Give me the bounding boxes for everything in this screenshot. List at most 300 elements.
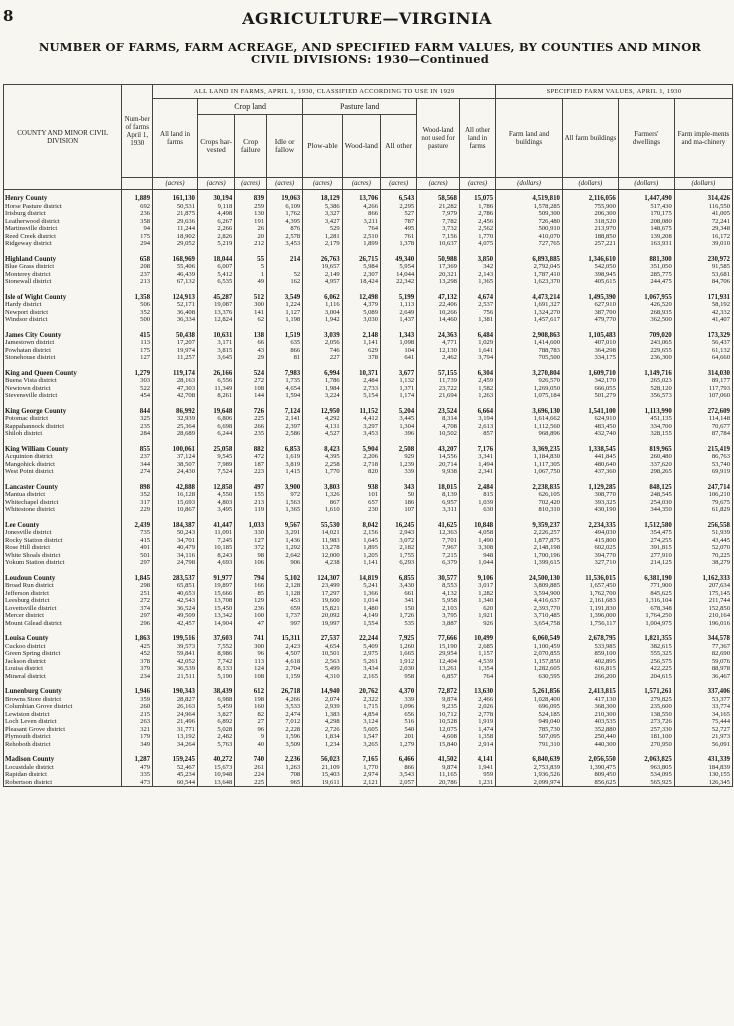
table-cell: 56,023 bbox=[303, 756, 342, 764]
table-cell: 272 bbox=[122, 597, 153, 605]
spacer-cell bbox=[267, 438, 303, 446]
table-cell: 415 bbox=[122, 332, 153, 340]
spacer-cell bbox=[381, 438, 417, 446]
table-cell: 26,715 bbox=[342, 256, 380, 264]
spacer-cell bbox=[267, 286, 303, 294]
table-cell: 61,829 bbox=[674, 506, 732, 514]
table-cell: 119 bbox=[235, 506, 267, 514]
table-cell: 50,438 bbox=[153, 332, 198, 340]
table-cell: 382,615 bbox=[618, 643, 674, 651]
table-cell: 214 bbox=[267, 256, 303, 264]
spacer-cell bbox=[342, 680, 380, 688]
table-cell: 351,050 bbox=[618, 263, 674, 271]
spacer-cell bbox=[618, 567, 674, 575]
table-cell: 21,282 bbox=[417, 203, 460, 211]
unit-acres: (acres) bbox=[381, 178, 417, 190]
table-cell: 69,919 bbox=[674, 468, 732, 476]
table-cell: 866 bbox=[381, 764, 417, 772]
district-row bbox=[4, 711, 733, 719]
table-cell: 6,484 bbox=[459, 332, 495, 340]
spacer-cell bbox=[459, 324, 495, 332]
district-name: Mangohick district bbox=[4, 461, 122, 469]
table-cell: 67,132 bbox=[153, 278, 198, 286]
spacer-cell bbox=[417, 286, 460, 294]
table-cell: 898 bbox=[122, 484, 153, 492]
table-cell: 13,261 bbox=[417, 665, 460, 673]
table-cell: 49,340 bbox=[381, 256, 417, 264]
table-cell: 225 bbox=[235, 779, 267, 787]
table-cell: 4,854 bbox=[342, 711, 380, 719]
table-cell: 28,827 bbox=[153, 696, 198, 704]
table-cell: 56,437 bbox=[674, 339, 732, 347]
table-cell: 256,558 bbox=[674, 522, 732, 530]
unit-dollars: (dollars) bbox=[496, 178, 563, 190]
table-cell: 1,786 bbox=[303, 377, 342, 385]
table-cell: 402,895 bbox=[562, 658, 618, 666]
spacer-row bbox=[4, 438, 733, 446]
spacer-row bbox=[4, 248, 733, 256]
table-cell: 2,295 bbox=[381, 203, 417, 211]
table-cell: 2,726 bbox=[303, 726, 342, 734]
table-cell: 13,192 bbox=[153, 733, 198, 741]
spacer-cell bbox=[417, 324, 460, 332]
table-cell: 47,132 bbox=[417, 294, 460, 302]
table-cell: 1,657,450 bbox=[562, 582, 618, 590]
spacer-cell bbox=[267, 324, 303, 332]
table-cell: 2,234,335 bbox=[562, 522, 618, 530]
table-cell: 3,819 bbox=[267, 461, 303, 469]
table-cell: 124,307 bbox=[303, 575, 342, 583]
district-name: Stonehouse district bbox=[4, 354, 122, 362]
spacer-cell bbox=[198, 324, 235, 332]
district-name: Windsor district bbox=[4, 316, 122, 324]
table-cell: 705,500 bbox=[496, 354, 563, 362]
district-name: Leesburg district bbox=[4, 597, 122, 605]
table-cell: 726,480 bbox=[496, 218, 563, 226]
table-cell: 7,124 bbox=[267, 408, 303, 416]
spacer-cell bbox=[459, 680, 495, 688]
spacer-row bbox=[4, 476, 733, 484]
table-cell: 2,474 bbox=[267, 711, 303, 719]
table-cell: 58,568 bbox=[417, 190, 460, 203]
table-cell: 19,611 bbox=[303, 779, 342, 787]
table-cell: 3,171 bbox=[198, 339, 235, 347]
table-cell: 1,770 bbox=[459, 233, 495, 241]
table-cell: 298 bbox=[122, 582, 153, 590]
table-cell: 15,821 bbox=[303, 605, 342, 613]
table-cell: 3,445 bbox=[381, 415, 417, 423]
spacer-cell bbox=[267, 748, 303, 756]
spacer-cell bbox=[417, 514, 460, 522]
table-cell: 1,700,196 bbox=[496, 552, 563, 560]
spacer-cell bbox=[496, 627, 563, 635]
table-cell: 53,740 bbox=[674, 461, 732, 469]
table-cell: 162 bbox=[267, 278, 303, 286]
table-cell: 38,507 bbox=[153, 461, 198, 469]
table-cell: 12,363 bbox=[417, 529, 460, 537]
county-row bbox=[4, 575, 733, 583]
unit-acres: (acres) bbox=[235, 178, 267, 190]
table-cell: 4,416,637 bbox=[496, 597, 563, 605]
table-cell: 6,466 bbox=[381, 756, 417, 764]
spacer-cell bbox=[4, 476, 122, 484]
table-cell: 5,763 bbox=[198, 741, 235, 749]
table-cell: 229 bbox=[122, 506, 153, 514]
table-cell: 432,740 bbox=[562, 430, 618, 438]
table-cell: 6,840,639 bbox=[496, 756, 563, 764]
table-cell: 756 bbox=[459, 309, 495, 317]
table-cell: 2,179 bbox=[303, 240, 342, 248]
table-cell: 15,075 bbox=[459, 190, 495, 203]
table-cell: 3,270,804 bbox=[496, 370, 563, 378]
spacer-cell bbox=[459, 248, 495, 256]
table-cell: 6,543 bbox=[381, 190, 417, 203]
table-cell: 6,109 bbox=[267, 203, 303, 211]
table-cell: 47,303 bbox=[153, 385, 198, 393]
table-cell: 422,225 bbox=[618, 665, 674, 673]
table-cell: 6,893,885 bbox=[496, 256, 563, 264]
table-cell: 186 bbox=[381, 499, 417, 507]
table-cell: 170,175 bbox=[618, 210, 674, 218]
spacer-cell bbox=[153, 400, 198, 408]
spacer-cell bbox=[417, 362, 460, 370]
table-cell: 1,623,370 bbox=[496, 278, 563, 286]
table-cell: 659 bbox=[267, 605, 303, 613]
table-cell: 398,945 bbox=[562, 271, 618, 279]
table-cell: 10,631 bbox=[198, 332, 235, 340]
table-cell: 297 bbox=[122, 559, 153, 567]
table-cell: 208,080 bbox=[618, 218, 674, 226]
header-group-pasture: Pasture land bbox=[303, 99, 417, 115]
table-cell: 3,124 bbox=[342, 718, 380, 726]
table-cell: 8,553 bbox=[417, 582, 460, 590]
table-cell: 124,913 bbox=[153, 294, 198, 302]
table-cell: 358 bbox=[122, 218, 153, 226]
table-cell: 362,500 bbox=[618, 316, 674, 324]
table-cell: 126,345 bbox=[674, 779, 732, 787]
spacer-cell bbox=[4, 324, 122, 332]
table-cell: 5,984 bbox=[342, 263, 380, 271]
table-cell: 2,537 bbox=[459, 301, 495, 309]
spacer-cell bbox=[562, 286, 618, 294]
table-cell: 1,239 bbox=[381, 461, 417, 469]
table-cell: 5,199 bbox=[381, 294, 417, 302]
table-cell: 2,070,855 bbox=[496, 650, 563, 658]
table-cell: 244,475 bbox=[618, 278, 674, 286]
table-cell: 761 bbox=[381, 233, 417, 241]
spacer-cell bbox=[459, 748, 495, 756]
table-cell: 14,460 bbox=[417, 316, 460, 324]
spacer-cell bbox=[381, 476, 417, 484]
table-cell: 6,007 bbox=[198, 263, 235, 271]
spacer-cell bbox=[618, 286, 674, 294]
district-name: Mantua district bbox=[4, 491, 122, 499]
table-cell: 344,578 bbox=[674, 635, 732, 643]
table-cell: 1,205 bbox=[342, 552, 380, 560]
district-name: Monterey district bbox=[4, 271, 122, 279]
table-cell: 343 bbox=[381, 484, 417, 492]
spacer-cell bbox=[303, 514, 342, 522]
district-row bbox=[4, 271, 733, 279]
table-cell: 938 bbox=[342, 484, 380, 492]
table-cell: 4,527 bbox=[303, 430, 342, 438]
table-cell: 18,902 bbox=[153, 233, 198, 241]
table-cell: 79,675 bbox=[674, 499, 732, 507]
table-cell: 270,950 bbox=[618, 741, 674, 749]
table-cell: 77,367 bbox=[674, 643, 732, 651]
table-cell: 848,125 bbox=[618, 484, 674, 492]
table-cell: 5,261,856 bbox=[496, 688, 563, 696]
spacer-cell bbox=[674, 400, 732, 408]
table-cell: 8,423 bbox=[303, 446, 342, 454]
farm-statistics-table bbox=[3, 84, 733, 787]
table-cell: 627,910 bbox=[562, 301, 618, 309]
table-cell: 198 bbox=[235, 696, 267, 704]
table-cell: 857 bbox=[459, 430, 495, 438]
table-cell: 4,473,214 bbox=[496, 294, 563, 302]
spacer-cell bbox=[267, 400, 303, 408]
district-name: Lovettsville district bbox=[4, 605, 122, 613]
table-cell: 130,155 bbox=[674, 771, 732, 779]
district-name: Rose Hill district bbox=[4, 544, 122, 552]
table-cell: 1,383 bbox=[303, 711, 342, 719]
county-row bbox=[4, 294, 733, 302]
district-name: Robertson district bbox=[4, 779, 122, 787]
table-cell: 735 bbox=[122, 529, 153, 537]
spacer-cell bbox=[153, 514, 198, 522]
table-cell: 50,531 bbox=[153, 203, 198, 211]
table-cell: 8,139 bbox=[417, 491, 460, 499]
spacer-cell bbox=[618, 748, 674, 756]
header-all-land: All land in farms bbox=[153, 99, 198, 178]
table-cell: 215,419 bbox=[674, 446, 732, 454]
table-cell: 844 bbox=[122, 408, 153, 416]
table-cell: 342,170 bbox=[562, 377, 618, 385]
district-name: Jackson district bbox=[4, 658, 122, 666]
table-cell: 11,152 bbox=[342, 408, 380, 416]
table-cell: 96 bbox=[235, 726, 267, 734]
county-row bbox=[4, 190, 733, 203]
district-name: Irisburg district bbox=[4, 210, 122, 218]
spacer-cell bbox=[303, 476, 342, 484]
district-name: Jonesville district bbox=[4, 529, 122, 537]
district-row bbox=[4, 430, 733, 438]
table-cell: 540 bbox=[381, 726, 417, 734]
table-cell: 7,742 bbox=[198, 658, 235, 666]
table-cell: 38,439 bbox=[198, 688, 235, 696]
spacer-cell bbox=[417, 476, 460, 484]
table-cell: 1,912 bbox=[381, 658, 417, 666]
district-name: Rappahannock district bbox=[4, 423, 122, 431]
table-cell: 2,508 bbox=[381, 446, 417, 454]
table-cell: 1,260 bbox=[381, 643, 417, 651]
table-cell: 3,732 bbox=[417, 225, 460, 233]
table-cell: 108 bbox=[235, 385, 267, 393]
table-cell: 3,297 bbox=[342, 423, 380, 431]
table-cell: 235 bbox=[235, 430, 267, 438]
table-cell: 3,327 bbox=[303, 210, 342, 218]
table-cell: 19,897 bbox=[198, 582, 235, 590]
table-cell: 30,194 bbox=[198, 190, 235, 203]
subtitle-line-1: NUMBER OF FARMS, FARM ACREAGE, AND SPECIFIED FARM VALUES, BY COUNTIES AND MINOR bbox=[38, 40, 702, 54]
table-cell: 417,130 bbox=[562, 696, 618, 704]
table-cell: 184,839 bbox=[674, 764, 732, 772]
table-cell: 2,128 bbox=[267, 582, 303, 590]
table-cell: 25,058 bbox=[198, 446, 235, 454]
header-group-all-land: ALL LAND IN FARMS, APRIL 1, 1930, CLASSIFIED ACCORDING TO USE IN 1929 bbox=[153, 85, 496, 99]
table-cell: 2,704 bbox=[267, 665, 303, 673]
table-cell: 24,363 bbox=[417, 332, 460, 340]
table-cell: 533,985 bbox=[562, 643, 618, 651]
table-cell: 1,786 bbox=[459, 203, 495, 211]
table-cell: 314,030 bbox=[674, 370, 732, 378]
table-cell: 330 bbox=[235, 529, 267, 537]
header-land-buildings: Farm land and buildings bbox=[496, 99, 563, 178]
table-cell: 7,176 bbox=[459, 446, 495, 454]
table-cell: 15,693 bbox=[153, 499, 198, 507]
table-cell: 1,162,333 bbox=[674, 575, 732, 583]
table-cell: 130 bbox=[235, 210, 267, 218]
table-cell: 2,753,839 bbox=[496, 764, 563, 772]
table-cell: 298,265 bbox=[618, 468, 674, 476]
spacer-cell bbox=[122, 286, 153, 294]
table-cell: 265,023 bbox=[618, 377, 674, 385]
table-cell: 4,654 bbox=[267, 385, 303, 393]
table-cell: 26,763 bbox=[303, 256, 342, 264]
table-cell: 2,121 bbox=[342, 779, 380, 787]
spacer-cell bbox=[417, 400, 460, 408]
table-cell: 815 bbox=[459, 491, 495, 499]
table-cell: 2,613 bbox=[459, 423, 495, 431]
district-row bbox=[4, 506, 733, 514]
table-cell: 1,596 bbox=[267, 733, 303, 741]
table-cell: 2,341 bbox=[459, 468, 495, 476]
table-cell: 5,028 bbox=[198, 726, 235, 734]
district-name: Potomac district bbox=[4, 415, 122, 423]
table-cell: 480,640 bbox=[562, 461, 618, 469]
table-cell: 1,004,975 bbox=[618, 620, 674, 628]
spacer-row bbox=[4, 627, 733, 635]
table-cell: 5,190 bbox=[198, 673, 235, 681]
district-row bbox=[4, 354, 733, 362]
district-row bbox=[4, 771, 733, 779]
table-cell: 2,074 bbox=[303, 696, 342, 704]
spacer-cell bbox=[267, 514, 303, 522]
table-cell: 764 bbox=[342, 225, 380, 233]
table-cell: 22,342 bbox=[381, 278, 417, 286]
table-cell: 16,128 bbox=[153, 491, 198, 499]
table-cell: 3,710,485 bbox=[496, 612, 563, 620]
table-cell: 20,786 bbox=[417, 779, 460, 787]
table-cell: 1,234 bbox=[303, 741, 342, 749]
table-cell: 24,430 bbox=[153, 468, 198, 476]
district-row bbox=[4, 559, 733, 567]
table-cell: 8,261 bbox=[198, 392, 235, 400]
header-woodland-not-pasture: Wood-land not used for pasture bbox=[417, 99, 460, 178]
district-row bbox=[4, 612, 733, 620]
table-cell: 5,241 bbox=[342, 582, 380, 590]
table-cell: 6,556 bbox=[198, 377, 235, 385]
table-cell: 500 bbox=[122, 316, 153, 324]
table-cell: 42,457 bbox=[153, 620, 198, 628]
table-cell: 6,806 bbox=[198, 415, 235, 423]
table-cell: 740 bbox=[235, 756, 267, 764]
table-cell: 70,225 bbox=[674, 552, 732, 560]
table-cell: 12,130 bbox=[417, 347, 460, 355]
spacer-cell bbox=[153, 476, 198, 484]
spacer-cell bbox=[303, 286, 342, 294]
table-cell: 274,255 bbox=[618, 537, 674, 545]
table-cell: 612 bbox=[235, 688, 267, 696]
table-cell: 300 bbox=[235, 301, 267, 309]
spacer-cell bbox=[459, 362, 495, 370]
table-cell: 23,524 bbox=[417, 408, 460, 416]
district-name: Rapidan district bbox=[4, 771, 122, 779]
table-cell: 13,298 bbox=[417, 278, 460, 286]
table-cell: 1,415 bbox=[267, 468, 303, 476]
table-cell: 12,824 bbox=[198, 316, 235, 324]
table-cell: 236 bbox=[235, 605, 267, 613]
spacer-cell bbox=[4, 567, 122, 575]
spacer-cell bbox=[342, 476, 380, 484]
district-row bbox=[4, 316, 733, 324]
spacer-cell bbox=[122, 438, 153, 446]
table-cell: 454 bbox=[122, 392, 153, 400]
spacer-cell bbox=[267, 627, 303, 635]
district-name: Reed Creek district bbox=[4, 233, 122, 241]
table-cell: 40,479 bbox=[153, 544, 198, 552]
table-cell: 876 bbox=[267, 225, 303, 233]
county-name: Lancaster County bbox=[4, 484, 122, 492]
table-cell: 1,346,610 bbox=[562, 256, 618, 264]
table-cell: 266 bbox=[235, 423, 267, 431]
table-cell: 213,970 bbox=[562, 225, 618, 233]
table-cell: 3,211 bbox=[342, 218, 380, 226]
table-cell: 11,091 bbox=[198, 529, 235, 537]
table-cell: 11,257 bbox=[153, 354, 198, 362]
table-cell: 52,727 bbox=[674, 726, 732, 734]
table-cell: 2,143 bbox=[459, 271, 495, 279]
table-cell: 72,241 bbox=[674, 218, 732, 226]
table-cell: 11,165 bbox=[417, 771, 460, 779]
spacer-cell bbox=[618, 680, 674, 688]
spacer-cell bbox=[459, 567, 495, 575]
table-cell: 810,310 bbox=[496, 506, 563, 514]
table-cell: 32,939 bbox=[153, 415, 198, 423]
table-cell: 15,840 bbox=[417, 741, 460, 749]
table-cell: 236 bbox=[122, 210, 153, 218]
table-cell: 948 bbox=[459, 552, 495, 560]
table-cell: 495 bbox=[381, 225, 417, 233]
table-cell: 129 bbox=[235, 597, 267, 605]
table-cell: 9,106 bbox=[459, 575, 495, 583]
table-cell: 19,997 bbox=[303, 620, 342, 628]
table-cell: 415,800 bbox=[562, 537, 618, 545]
table-cell: 107,060 bbox=[674, 392, 732, 400]
district-row bbox=[4, 225, 733, 233]
spacer-cell bbox=[562, 324, 618, 332]
table-cell: 1,946 bbox=[122, 688, 153, 696]
table-cell: 5,386 bbox=[303, 203, 342, 211]
county-row bbox=[4, 635, 733, 643]
spacer-cell bbox=[618, 438, 674, 446]
table-cell: 81 bbox=[267, 354, 303, 362]
table-cell: 7,215 bbox=[417, 552, 460, 560]
table-cell bbox=[267, 263, 303, 271]
table-cell: 341 bbox=[381, 597, 417, 605]
table-cell: 2,206 bbox=[342, 453, 380, 461]
table-cell: 124 bbox=[235, 665, 267, 673]
